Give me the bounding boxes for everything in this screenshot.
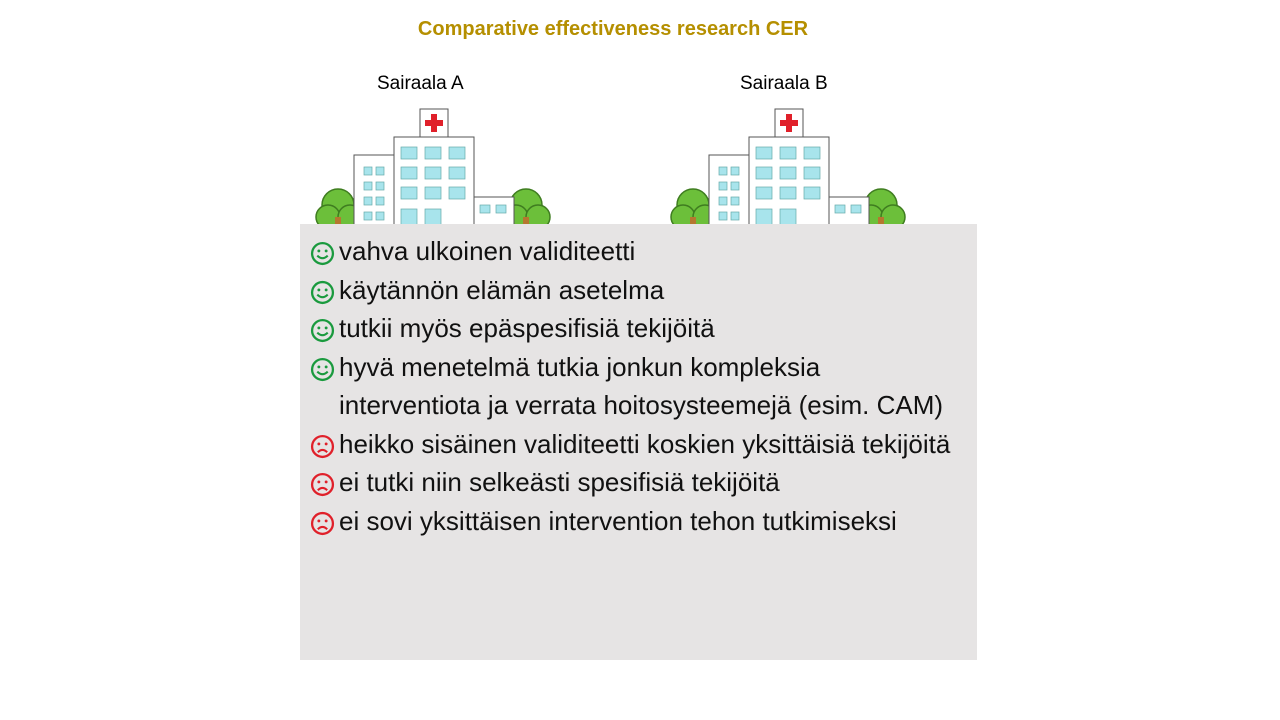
list-item-text: käytännön elämän asetelma (339, 274, 665, 305)
list-item (300, 425, 977, 464)
hospital-building-icon (310, 105, 560, 235)
smiley-face-icon (310, 241, 335, 266)
list-item-text: ei tutki niin selkeästi spesifisiä tekijöitä (339, 467, 780, 497)
list-item (300, 232, 977, 271)
list-item (300, 271, 977, 310)
frown-face-icon (310, 511, 335, 536)
list-item-text: ei sovi yksittäisen intervention tehon tutkimiseksi (339, 505, 897, 536)
hospital-a-label: Sairaala A (377, 73, 464, 94)
list-item-text: tutkii myös epäspesifisiä tekijöitä (339, 313, 715, 343)
hospital-building-icon (665, 105, 915, 235)
smiley-face-icon (310, 280, 335, 305)
list-item-text: hyvä menetelmä tutkia jonkun kompleksia interventiota ja verrata hoitosysteemejä (esim. CAM) (339, 351, 944, 420)
list-item (300, 463, 977, 502)
smiley-face-icon (310, 318, 335, 343)
frown-face-icon (310, 472, 335, 497)
smiley-face-icon (310, 357, 335, 382)
list-item (300, 309, 977, 348)
list-item-text: heikko sisäinen validiteetti koskien yksittäisiä tekijöitä (339, 428, 951, 459)
frown-face-icon (310, 434, 335, 459)
list-item (300, 348, 977, 425)
list-item-text: vahva ulkoinen validiteetti (339, 236, 636, 266)
pros-cons-box (300, 224, 977, 660)
pros-cons-list (300, 224, 977, 540)
hospital-b-label: Sairaala B (740, 73, 828, 94)
slide-title: Comparative effectiveness research CER (417, 18, 809, 40)
list-item (300, 502, 977, 541)
